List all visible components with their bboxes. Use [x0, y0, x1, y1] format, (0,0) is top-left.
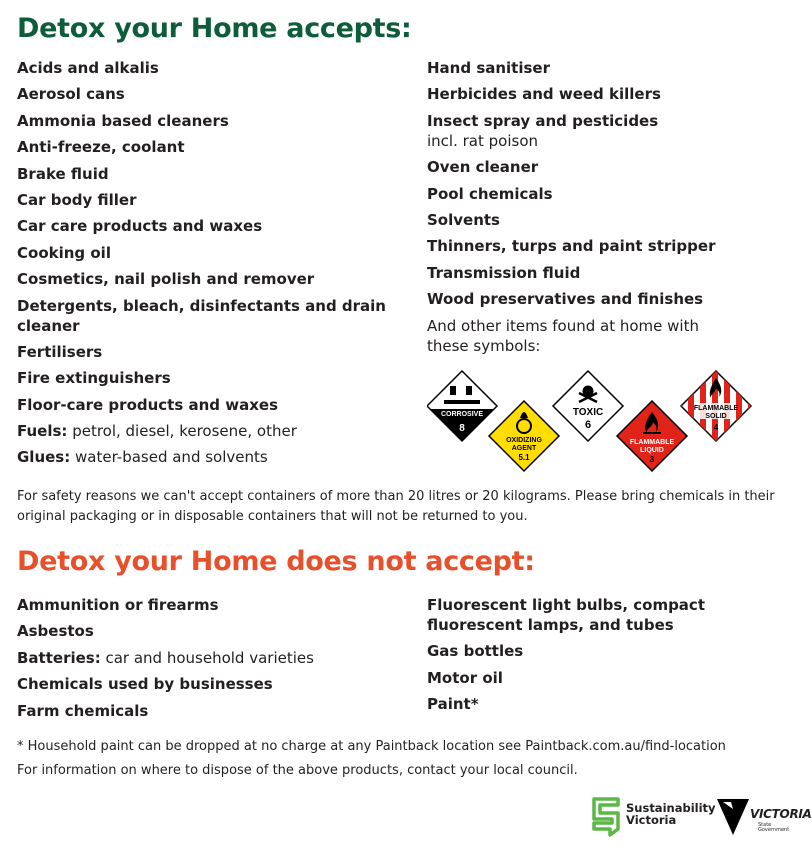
flammable-solid-symbol-icon: [676, 370, 754, 446]
list-item: Fire extinguishers: [17, 369, 171, 388]
oxidizing-symbol-icon: [489, 401, 559, 471]
sustainability-victoria-name: Sustainability Victoria: [626, 801, 716, 827]
list-item: Batteries: car and household varieties: [17, 648, 314, 667]
list-item: Pool chemicals: [427, 184, 553, 203]
list-item: Thinners, turps and paint stripper: [427, 237, 716, 256]
toxic-symbol-icon: [553, 371, 623, 441]
list-item: Car care products and waxes: [17, 217, 263, 236]
list-item: Transmission fluid: [427, 263, 581, 282]
list-item: Ammunition or firearms: [17, 596, 219, 614]
list-item: Herbicides and weed killers: [427, 85, 661, 104]
list-item: Glues: water-based and solvents: [17, 448, 268, 467]
list-item: Anti-freeze, coolant: [17, 138, 185, 157]
symbol-label: OXIDIZING: [506, 437, 542, 444]
symbol-label: AGENT: [511, 445, 537, 452]
list-item: Fuels: petrol, diesel, kerosene, other: [17, 422, 297, 441]
victoria-logo-text: VICTORIA: [750, 807, 812, 821]
safety-note: For safety reasons we can't accept containers of more than 20 litres or 20 kilograms. Please bring chemicals in their original packaging or in disposable containers that will not be returned to you.: [17, 489, 775, 524]
reject-right-list: [427, 595, 727, 721]
list-item: Asbestos: [17, 622, 94, 641]
list-item: Oven cleaner: [427, 158, 539, 177]
list-item: Chemicals used by businesses: [17, 675, 273, 694]
victoria-logo-subtext: State Government: [758, 822, 790, 833]
list-item: Motor oil: [427, 668, 503, 687]
list-item: Cosmetics, nail polish and remover: [17, 270, 315, 289]
corrosive-symbol-icon: [427, 371, 497, 441]
symbol-class: 3: [649, 455, 655, 464]
council-info: For information on where to dispose of the above products, contact your local council.: [17, 763, 578, 778]
list-item: Aerosol cans: [17, 85, 125, 104]
list-item: Detergents, bleach, disinfectants and drain cleaner: [17, 296, 386, 335]
symbol-label: FLAMMABLE: [629, 439, 675, 446]
sustainability-victoria-logo-icon: [592, 797, 622, 837]
does-not-accept-heading: Detox your Home does not accept:: [17, 546, 535, 577]
symbol-label: TOXIC: [572, 407, 604, 418]
list-item: Wood preservatives and finishes: [427, 290, 704, 309]
symbol-class: 5.1: [518, 453, 530, 462]
symbol-label: CORROSIVE: [440, 411, 484, 418]
list-item: Farm chemicals: [17, 701, 149, 720]
list-item: Brake fluid: [17, 164, 109, 183]
list-item: Ammonia based cleaners: [17, 111, 229, 130]
list-item: Fluorescent light bulbs, compact fluorescent lamps, and tubes: [427, 596, 705, 634]
symbol-class: 4: [713, 423, 719, 432]
list-item: Hand sanitiser: [427, 59, 550, 77]
symbols-intro: And other items found at home with these symbols:: [427, 316, 699, 355]
symbol-class: 8: [459, 423, 465, 434]
list-item: Solvents: [427, 210, 500, 229]
victoria-state-logo-icon: [717, 797, 749, 837]
list-item: Floor-care products and waxes: [17, 395, 279, 414]
list-item: Acids and alkalis: [17, 59, 159, 77]
list-item: Car body filler: [17, 190, 137, 209]
flammable-liquid-symbol-icon: [617, 401, 687, 471]
list-item: Gas bottles: [427, 642, 524, 661]
accept-right-list: [427, 58, 767, 362]
hazard-symbols: [427, 370, 767, 480]
accept-left-list: [17, 58, 417, 474]
symbol-label: FLAMMABLE: [693, 405, 739, 412]
list-item: Insect spray and pesticides incl. rat poison: [427, 111, 659, 150]
list-item: Paint*: [427, 695, 479, 714]
list-item: Cooking oil: [17, 243, 111, 262]
symbol-class: 6: [584, 419, 592, 431]
footer-logos: [592, 797, 812, 841]
paint-footnote: * Household paint can be dropped at no charge at any Paintback location see Paintback.com.au/find-location: [17, 739, 726, 754]
accepts-heading: Detox your Home accepts:: [17, 13, 412, 44]
reject-left-list: [17, 595, 417, 727]
symbol-label: SOLID: [705, 413, 727, 420]
list-item: Fertilisers: [17, 342, 103, 361]
symbol-label: LIQUID: [640, 447, 664, 454]
